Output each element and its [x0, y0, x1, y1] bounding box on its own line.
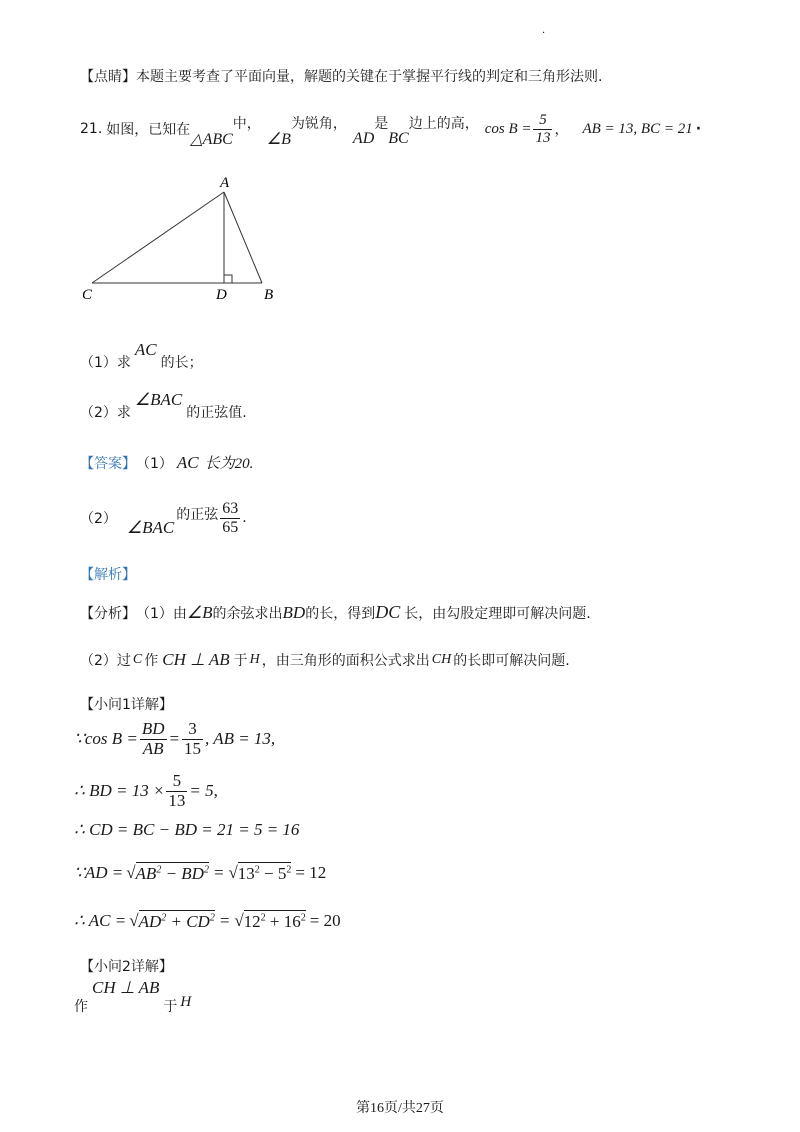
problem-text-2: 中， — [232, 116, 261, 132]
label-c: C — [82, 287, 93, 303]
a2-prefix: （2） — [80, 511, 117, 528]
l5-r4: + 16 — [269, 912, 301, 931]
detail-2-line-1 — [74, 978, 191, 1016]
detail-1-line-2 — [74, 772, 218, 810]
f2-a: （2）过 — [80, 653, 131, 669]
l5-b: = 20 — [309, 911, 341, 930]
l4-r2: − BD — [165, 864, 204, 883]
question-1 — [80, 340, 203, 372]
analysis-line-1 — [80, 602, 591, 623]
corner-mark: · — [542, 28, 546, 39]
l2-b: = 5, — [189, 781, 218, 801]
a1-var: AC — [176, 452, 199, 472]
q2-var: ∠BAC — [134, 390, 183, 409]
a2-var: ∠BAC — [126, 518, 175, 538]
l2-den: 13 — [168, 790, 186, 810]
l4-r1: AB — [135, 864, 157, 883]
analysis-tag: 【解析】 — [80, 567, 136, 583]
d2-rel: CH ⊥ AB — [92, 978, 160, 997]
f1-c: 的长，得到 — [305, 605, 376, 622]
answer-tag: 【答案】 — [80, 455, 136, 472]
f1-bd: BD — [282, 602, 306, 622]
angle-b: ∠B — [266, 131, 291, 148]
answer-2 — [80, 500, 247, 536]
l5-root-2: $12^2 + 16^2$ — [243, 912, 306, 931]
a2-fraction — [220, 500, 240, 536]
segment-bc: BC — [388, 130, 409, 147]
q1-prefix: （1）求 — [80, 355, 131, 371]
given-lengths: AB = 13, BC = 21 — [582, 120, 693, 137]
detail-1-line-3: ∴ CD = BC − BD = 21 = 5 = 16 — [74, 820, 300, 839]
f2-e: 的长即可解决问题. — [453, 653, 570, 669]
a2-denominator: 65 — [222, 518, 239, 536]
key-point-note — [80, 66, 602, 86]
l4-root-2: $13^2 - 5^2$ — [237, 864, 292, 883]
d2-yu: 于 — [163, 999, 178, 1015]
q2-prefix: （2）求 — [80, 405, 131, 421]
q2-suffix: 的正弦值. — [186, 405, 247, 421]
l1-num2: 3 — [182, 720, 203, 740]
cos-b-fraction — [533, 112, 552, 146]
key-point-tag: 【点睛】 — [80, 69, 136, 85]
cos-b-denominator: 13 — [535, 129, 551, 146]
a1-text: 长为20. — [204, 456, 254, 472]
problem-text-4: 是 — [374, 116, 389, 132]
f2-b: 作 — [144, 653, 159, 669]
cos-b-numerator: 5 — [533, 112, 552, 130]
detail-1-line-4: ∵AD = √ $AB^2 - BD^2$ = √ $13^2 - 5^2$ = 12 — [74, 863, 327, 883]
triangle-abc: △ABC — [190, 131, 233, 148]
problem-number: 21. — [80, 121, 103, 137]
a1-prefix: （1） — [136, 455, 173, 472]
segment-ad: AD — [352, 130, 375, 147]
a2-end: . — [242, 510, 247, 527]
a2-numerator: 63 — [222, 500, 239, 517]
f2-d: ，由三角形的面积公式求出 — [261, 653, 430, 669]
l1-eq: = — [168, 729, 180, 749]
side-ab — [224, 192, 262, 283]
q1-var: AC — [134, 340, 157, 359]
l5-a: ∴ AC = — [74, 911, 127, 930]
l5-r2: + CD — [170, 912, 210, 931]
l2-frac — [166, 772, 187, 810]
l5-root-1: $AD^2 + CD^2$ — [138, 912, 215, 931]
f2-h: H — [249, 652, 260, 667]
label-a: A — [220, 175, 230, 191]
f2-rel: CH ⊥ AB — [162, 650, 230, 669]
l4-a: ∵AD = — [74, 863, 124, 882]
l5-r1: AD — [138, 912, 162, 931]
l5-eq: = — [218, 911, 231, 930]
key-point-text: 本题主要考查了平面向量，解题的关键在于掌握平行线的判定和三角形法则. — [136, 69, 603, 85]
answer-1 — [80, 452, 253, 473]
a2-text: 的正弦 — [176, 507, 219, 524]
detail-1-line-5: ∴ AC = √ $AD^2 + CD^2$ = √ $12^2 + 16^2$ = 20 — [74, 911, 341, 931]
l1-a: ∵cos B = — [74, 729, 138, 749]
l1-frac-2 — [182, 720, 203, 758]
l4-root-1: $AB^2 - BD^2$ — [135, 864, 209, 883]
problem-text-5: 边上的高， — [408, 116, 479, 132]
problem-text-3: 为锐角， — [290, 116, 347, 132]
problem-statement — [80, 112, 702, 148]
d2-zuo: 作 — [74, 999, 88, 1015]
q1-suffix: 的长； — [160, 355, 203, 371]
f1-angle-b: ∠B — [186, 602, 213, 622]
right-angle-mark — [224, 275, 232, 283]
l4-b: = 12 — [295, 863, 327, 882]
analysis-line-2 — [80, 650, 570, 670]
fenxi-tag: 【分析】 — [80, 605, 136, 622]
l4-r4: − 5 — [264, 864, 287, 883]
f1-dc: DC — [375, 602, 401, 622]
triangle-figure — [70, 165, 300, 310]
cos-b-label: cos B = — [484, 120, 532, 137]
l4-r3: 13 — [237, 864, 255, 883]
detail-1-line-1 — [74, 720, 275, 758]
detail-1-tag: 【小问1详解】 — [80, 697, 173, 713]
l2-num: 5 — [166, 772, 187, 792]
detail-2-tag: 【小问2详解】 — [80, 959, 173, 975]
f2-yu: 于 — [233, 653, 248, 669]
l1-frac-1 — [140, 720, 167, 758]
f2-c: C — [132, 652, 143, 667]
l4-eq: = — [212, 863, 225, 882]
l1-den: AB — [142, 738, 164, 758]
page-footer: 第16页/共27页 — [356, 1101, 444, 1116]
l1-den2: 15 — [184, 738, 201, 758]
side-ca — [92, 192, 224, 283]
l2-a: ∴ BD = 13 × — [74, 781, 165, 801]
f1-a: （1）由 — [136, 605, 187, 622]
d2-h: H — [180, 994, 192, 1010]
f1-d: 长，由勾股定理即可解决问题. — [404, 605, 591, 622]
f2-ch: CH — [431, 652, 452, 667]
label-b: B — [264, 287, 274, 303]
label-d: D — [216, 287, 227, 303]
problem-text-1: 如图，已知在 — [106, 122, 191, 138]
problem-end-dot: · — [695, 121, 702, 137]
problem-comma: ， — [554, 122, 569, 138]
question-2 — [80, 390, 247, 422]
l1-b: , AB = 13, — [205, 729, 276, 749]
f1-b: 的余弦求出 — [212, 605, 283, 622]
l1-num: BD — [141, 719, 165, 738]
l5-r3: 12 — [243, 912, 261, 931]
